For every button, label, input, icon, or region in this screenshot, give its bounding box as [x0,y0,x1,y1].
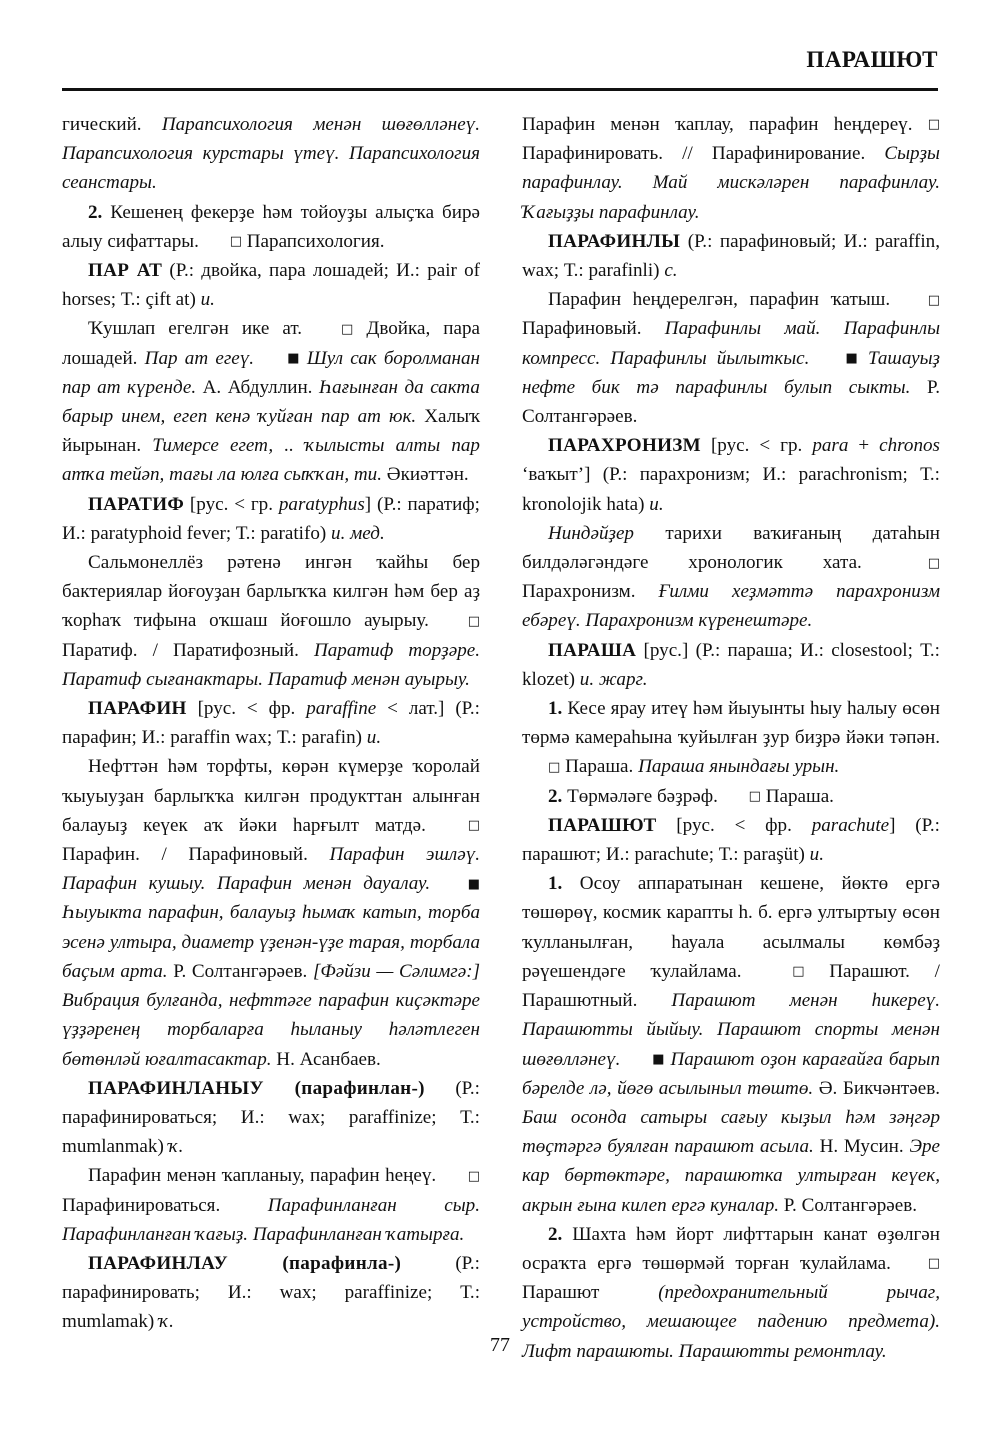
dictionary-entry-parasha-sense-2: 2. Төрмәләге бәҙрәф. □ Параша. [522,782,940,811]
dictionary-entry-parafin: ПАРАФИН [рус. < фр. paraffine < лат.] (Р.: парафин; И.: paraffin wax; Т.: parafin) и. [62,698,480,749]
dictionary-entry-par-at-body: Ҡушлап егелгән ике ат. □ Двойка, пара лошадей. Пар ат егеү. ■ Шул сак боролманан пар ат күренде. А. Абдуллин. Һағынған да сакта барыр инем, егеп кенә ҡуйған пар ат юк. Халыҡ йырынан. Тимерсе егет, .. ҡылысты алты пар атҡа тейәп, тағы ла юлға сыҡҡан, ти. Әкиәттән. [62,314,480,489]
dictionary-entry-parafinlanyu: ПАРАФИНЛАНЫУ (парафинлан-) (Р.: парафинироваться; И.: wax; paraffinize; Т.: mumlanmak) ҡ. [62,1077,480,1158]
dictionary-entry-parafinlanyu-body: Парафин менән ҡапланыу, парафин һеңеү. □ Парафинироваться. Парафинланған сыр. Парафинланған ҡағыҙ. Парафинланған ҡатырға. [62,1161,480,1249]
dictionary-entry-parahronizm: ПАРАХРОНИЗМ [рус. < гр. para + chronos ‘ваҡыт’] (Р.: парахронизм; И.: parachronism; Т.: kronolojik hata) и. [522,435,940,515]
dictionary-entry-parasha: ПАРАША [рус.] (Р.: параша; И.: closestool; Т.: klozet) и. жарг. [522,639,940,690]
dictionary-entry-parashyut: ПАРАШЮТ [рус. < фр. parachute] (Р.: парашют; И.: parachute; Т.: paraşüt) и. [522,814,940,866]
dictionary-entry-parashyut-sense-2: 2. Шахта һәм йорт лифттарын канат өҙөлгән осраҡта ергә төшөрмәй торған ҡулайлама. □ Парашют (предохранительный рычаг, устройство, мешающее падению предмета). Лифт парашюты. Парашютты ремонтлау. [522,1220,940,1366]
dictionary-entry-parasha-sense-1: 1. Кесе ярау итеү һәм йыуынты һыу һалыу өсөн төрмә камераһына ҡуйылған ҙур биҙрә йәки тәпән. □ Параша. Параша янындағы урын. [522,694,940,782]
right-column [522,110,940,1366]
dictionary-entry-paratif: ПАРАТИФ [рус. < гр. paratyphus] (Р.: паратиф; И.: paratyphoid fever; Т.: paratifo) и. мед. [62,493,480,544]
header-divider-rule [62,88,938,91]
dictionary-entry-parapsihologiya-sense-2: 2. Кешенең фекерҙе һәм тойоуҙы алыҫҡа бирә алыу сифаттары. □ Парапсихология. [62,198,480,256]
dictionary-entry-paratif-body: Сальмонеллёз рәтенә ингән ҡайһы бер бактериялар йоғоуҙан барлыҡҡа килгән һәм бер аҙ ҡорһаҡ тифына оҡшаш йоғошло ауырыу. □ Паратиф. / Паратифозный. Паратиф торҙәре. Паратиф сығанактары. Паратиф менән ауырыу. [62,548,480,694]
dictionary-entry-par-at: ПАР АТ (Р.: двойка, пара лошадей; И.: pair of horses; Т.: çift at) и. [62,260,480,311]
page-number: 77 [490,1334,510,1356]
dictionary-entry-parahronizm-body: Ниндәйҙер тарихи ваҡиғаның датаһын билдәләгәндәге хронологик хата. □ Парахронизм. Ғилми хеҙмәттә парахронизм ебәреү. Парахронизм күренештәре. [522,519,940,636]
running-header [62,48,938,72]
page-columns [62,110,940,1366]
dictionary-entry-parafinly: ПАРАФИНЛЫ (Р.: парафиновый; И.: paraffin, wax; Т.: parafinli) с. [522,230,940,282]
dictionary-entry-parapsihologiya-continued: гический. Парапсихология менән шөғөлләнеү. Парапсихология курстары үтеү. Парапсихология сеанстары. [62,114,480,194]
dictionary-entry-parafinly-body: Парафин һеңдерелгән, парафин ҡатыш. □ Парафиновый. Парафинлы май. Парафинлы компресс. Парафинлы йылыткыс. ■ Ташауыҙ нефте бик тә парафинлы булып сыкты. Р. Солтангәрәев. [522,285,940,431]
dictionary-entry-parafin-body: Нефттән һәм торфты, көрән күмерҙе ҡоролай ҡыуыуҙан барлыҡҡа килгән продукттан алынған балауыҙ кеүек аҡ йәки һарғылт матдә. □ Парафин. / Парафиновый. Парафин эшләү. Парафин кушыу. Парафин менән дауалау. ■ Һыуыкта парафин, балауыҙ һымаҡ катып, торба эсенә ултыра, диаметр үҙенән-үҙе тарая, торбала баҫым арта. Р. Солтангәрәев. [Фәйзи — Сәлимгә:] Вибрация булғанда, нефттәге парафин киҫәктәре үҙҙәренең торбаларға һыланыу һәләтлеген бөтөнләй юғалтасактар. Н. Асанбаев. [62,752,480,1073]
dictionary-entry-parashyut-sense-1: 1. Осоу аппаратынан кешене, йөктө ергә төшөрөү, космик карапты һ. б. ергә ултыртыу өсөн ҡулланылған, һауала асылмалы көмбәҙ рәүешендәге ҡулайлама. □ Парашют. / Парашютный. Парашют менән һикереү. Парашютты йыйыу. Парашют спорты менән шөғөлләнеү. ■ Парашют оҙон карағайға барып бәрелде лә, йөгө асылыныл төштө. Ә. Бикчәнтәев. Баш осонда сатыры сағыу кыҙыл һәм зәңгәр төҫтәргә буялған парашют асыла. Н. Мусин. Эре кар бөртөктәре, парашютка ултырған кеүек, акрын ғына килеп ергә куналар. Р. Солтангәрәев. [522,869,940,1219]
left-column [62,110,480,1366]
dictionary-entry-parafinlau: ПАРАФИНЛАУ (парафинла-) (Р.: парафинировать; И.: wax; paraffinize; Т.: mumlamak) ҡ. [62,1252,480,1333]
dictionary-entry-parafinlau-body: Парафин менән ҡаплау, парафин һеңдереү. □ Парафинировать. // Парафинирование. Сырҙы парафинлау. Май мискәләрен парафинлау. Ҡағыҙҙы парафинлау. [522,110,940,227]
running-head-title: ПАРАШЮТ [806,47,938,72]
